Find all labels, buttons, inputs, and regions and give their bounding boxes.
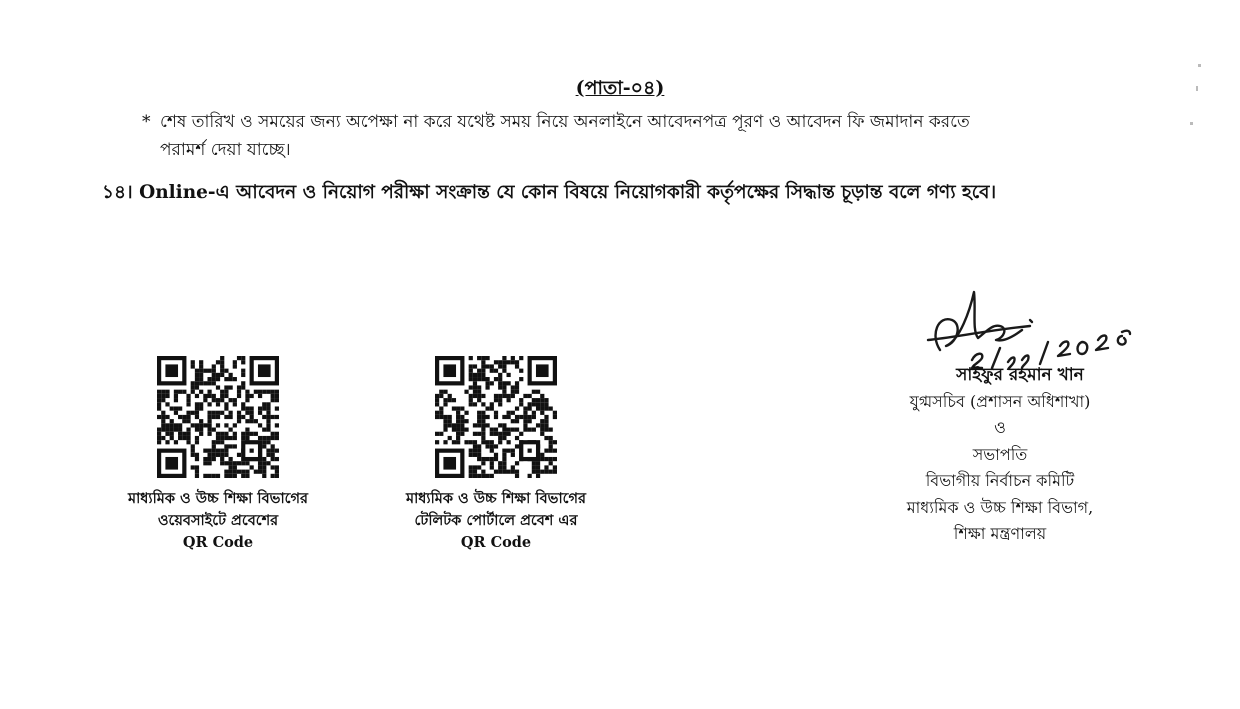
qr-caption-line: মাধ্যমিক ও উচ্চ শিক্ষা বিভাগের <box>406 490 586 507</box>
scan-speck <box>1190 122 1193 125</box>
qr-code-icon <box>435 356 557 478</box>
qr-caption-website <box>98 488 338 554</box>
note-line-2: পরামর্শ দেয়া যাচ্ছে। <box>160 140 291 160</box>
qr-caption-line: ওয়েবসাইটে প্রবেশের <box>157 512 279 529</box>
handwritten-signature <box>900 280 1160 370</box>
qr-code-block-teletalk <box>376 356 616 554</box>
clause-14 <box>102 178 1202 209</box>
scan-speck <box>1196 86 1198 91</box>
signatory-conjunction: ও <box>994 418 1006 437</box>
note-line-1 <box>142 108 1102 136</box>
qr-caption-line: মাধ্যমিক ও উচ্চ শিক্ষা বিভাগের <box>128 490 308 507</box>
signatory-designation: যুগ্মসচিব (প্রশাসন অধিশাখা) <box>909 391 1091 411</box>
signatory-division: মাধ্যমিক ও উচ্চ শিক্ষা বিভাগ, <box>906 497 1094 517</box>
qr-caption-line: টেলিটক পোর্টালে প্রবেশ এর <box>414 512 578 529</box>
qr-code-icon <box>157 356 279 478</box>
signatory-name: সাইফুর রহমান খান <box>956 365 1084 385</box>
qr-caption-line: QR Code <box>460 534 532 551</box>
note-text-1: শেষ তারিখ ও সময়ের জন্য অপেক্ষা না করে যথেষ্ট সময় নিয়ে অনলাইনে আবেদনপত্র পূরণ ও আবেদন ফি জমাদান করতে <box>160 112 970 132</box>
signatory-ministry: শিক্ষা মন্ত্রণালয় <box>953 524 1047 543</box>
clause-text: Online-এ আবেদন ও নিয়োগ পরীক্ষা সংক্রান্ত যে কোন বিষয়ে নিয়োগকারী কর্তৃপক্ষের সিদ্ধান্ত চূড়ান্ত বলে গণ্য হবে। <box>139 182 997 203</box>
note-bullet: * <box>142 112 151 132</box>
note-paragraph <box>142 108 1102 164</box>
qr-caption-teletalk <box>376 488 616 554</box>
page-number: (পাতা-০৪) <box>575 77 665 99</box>
qr-caption-line: QR Code <box>182 534 254 551</box>
clause-number: ১৪। <box>102 182 133 203</box>
signatory-role: সভাপতি <box>972 444 1028 464</box>
scan-speck <box>1198 64 1201 67</box>
qr-code-block-website <box>98 356 338 554</box>
signatory-committee: বিভাগীয় নির্বাচন কমিটি <box>925 471 1075 490</box>
signatory-block <box>830 362 1170 548</box>
